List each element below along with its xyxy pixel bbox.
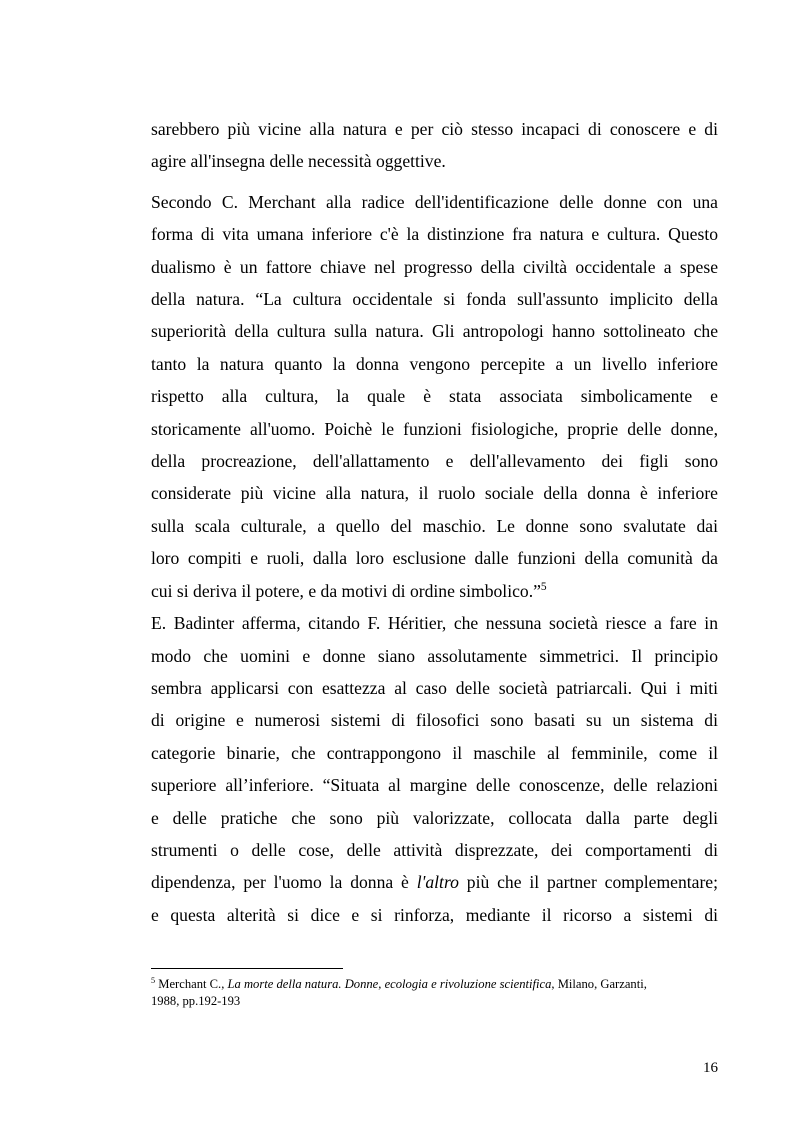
text-line xyxy=(151,866,718,898)
text-line: dualismo è un fattore chiave nel progresso della civiltà occidentale a spese xyxy=(151,256,718,277)
footnote xyxy=(151,976,718,1010)
footnote-author: Merchant C., xyxy=(155,977,228,991)
text-line: Secondo C. Merchant alla radice dell'identificazione delle donne con una xyxy=(151,191,718,212)
text-line: rispetto alla cultura, la quale è stata associata simbolicamente e xyxy=(151,386,718,407)
text-fragment: dipendenza, per l'uomo la donna è xyxy=(151,872,417,893)
footnote-line-1 xyxy=(151,976,718,993)
text-line: della procreazione, dell'allattamento e dell'allevamento dei figli sono xyxy=(151,451,718,472)
paragraph-2 xyxy=(151,186,718,607)
text-line: categorie binarie, che contrappongono il maschile al femminile, come il xyxy=(151,742,718,763)
text-line: della natura. “La cultura occidentale si fonda sull'assunto implicito della xyxy=(151,289,718,310)
text-line: E. Badinter afferma, citando F. Héritier, che nessuna società riesce a fare in xyxy=(151,613,718,634)
text-line-content: cui si deriva il potere, e da motivi di ordine simbolico.” xyxy=(151,580,541,601)
text-line: loro compiti e ruoli, dalla loro esclusione dalle funzioni della comunità da xyxy=(151,548,718,569)
paragraph-1 xyxy=(151,113,718,178)
text-line: sarebbero più vicine alla natura e per ciò stesso incapaci di conoscere e di xyxy=(151,119,718,139)
text-line: sulla scala culturale, a quello del maschio. Le donne sono svalutate dai xyxy=(151,515,718,536)
text-line: superiore all’inferiore. “Situata al margine delle conoscenze, delle relazioni xyxy=(151,775,718,796)
text-fragment: più che il partner complementare; xyxy=(458,872,719,893)
text-line: modo che uomini e donne siano assolutamente simmetrici. Il principio xyxy=(151,645,718,666)
text-line: sembra applicarsi con esattezza al caso delle società patriarcali. Qui i miti xyxy=(151,677,718,698)
paragraph-3 xyxy=(151,607,718,931)
text-line: e delle pratiche che sono più valorizzate, collocata dalla parte degli xyxy=(151,807,718,828)
page-number: 16 xyxy=(703,1060,718,1076)
footnote-separator xyxy=(151,968,343,969)
footnote-line-2: 1988, pp.192-193 xyxy=(151,994,241,1008)
text-line: storicamente all'uomo. Poichè le funzioni fisiologiche, proprie delle donne, xyxy=(151,418,718,439)
text-line: superiorità della cultura sulla natura. Gli antropologi hanno sottolineato che xyxy=(151,321,718,342)
footnote-publisher: , Milano, Garzanti, xyxy=(551,977,647,991)
body-text xyxy=(151,113,718,931)
footnote-marker: 5 xyxy=(151,976,156,986)
text-line xyxy=(151,575,718,607)
text-line: strumenti o delle cose, delle attività disprezzate, dei comportamenti di xyxy=(151,839,718,860)
text-line: tanto la natura quanto la donna vengono percepite a un livello inferiore xyxy=(151,353,718,374)
text-line: di origine e numerosi sistemi di filosofici sono basati su un sistema di xyxy=(151,710,718,731)
text-line: considerate più vicine alla natura, il ruolo sociale della donna è inferiore xyxy=(151,483,718,504)
footnote-reference[interactable]: 5 xyxy=(540,580,547,593)
text-line: forma di vita umana inferiore c'è la distinzione fra natura e cultura. Questo xyxy=(151,224,718,245)
text-line: agire all'insegna delle necessità oggettive. xyxy=(151,151,446,172)
italic-term: l'altro xyxy=(416,872,459,893)
text-line: e questa alterità si dice e si rinforza, mediante il ricorso a sistemi di xyxy=(151,904,718,925)
footnote-title: La morte della natura. Donne, ecologia e rivoluzione scientifica xyxy=(227,977,552,991)
